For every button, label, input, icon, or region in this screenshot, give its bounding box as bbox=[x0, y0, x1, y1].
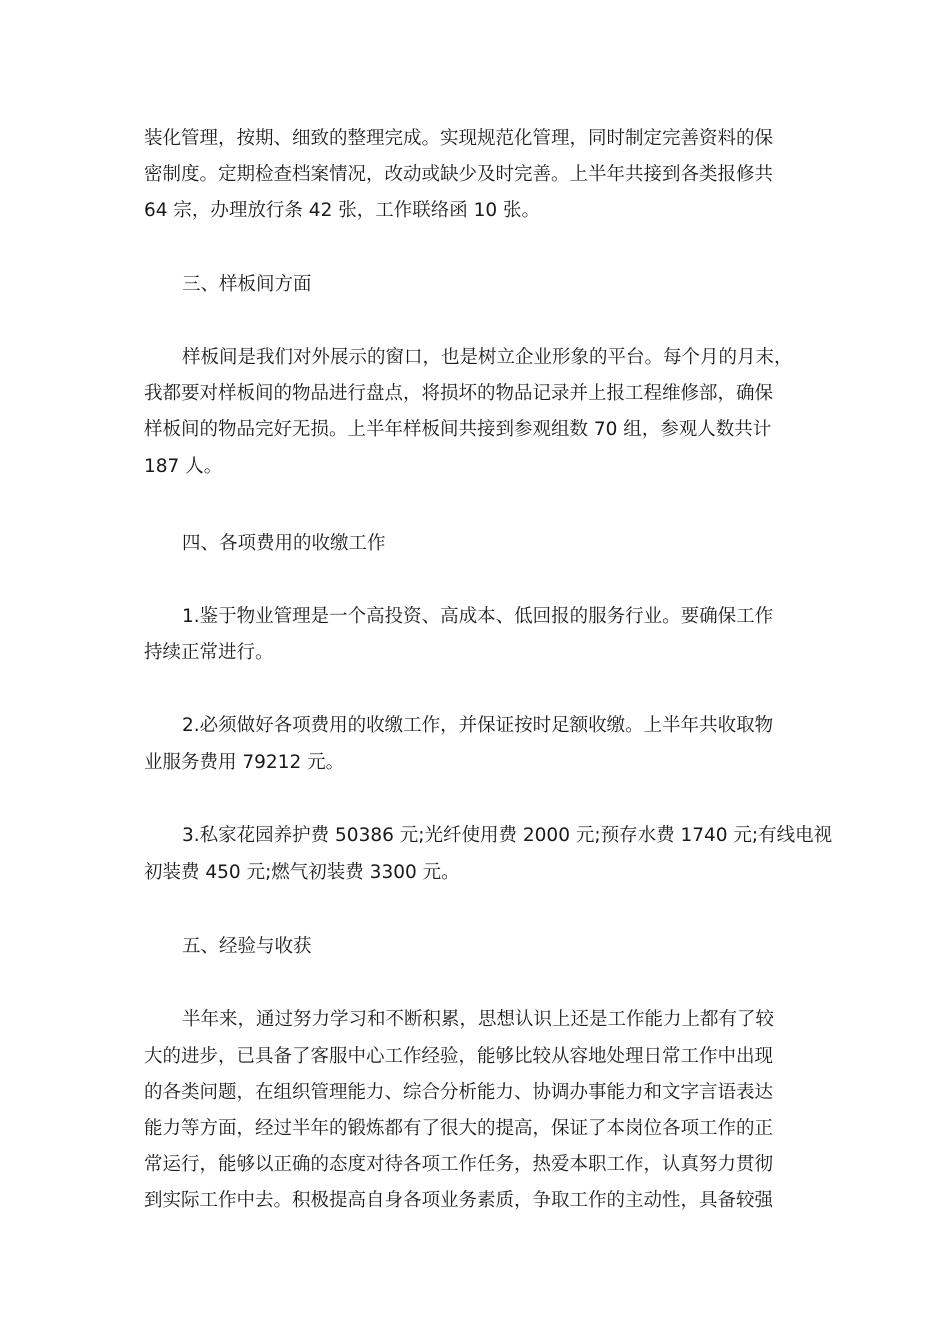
para1-line-3: 64 宗，办理放行条 42 张，工作联络函 10 张。 bbox=[144, 200, 541, 221]
item1-line-2: 持续正常进行。 bbox=[144, 642, 274, 663]
para3-line-6: 到实际工作中去。积极提高自身各项业务素质，争取工作的主动性，具备较强 bbox=[144, 1190, 774, 1211]
para3-line-1: 半年来，通过努力学习和不断积累，思想认识上还是工作能力上都有了较 bbox=[182, 1009, 775, 1030]
item3-line-1: 3.私家花园养护费 50386 元;光纤使用费 2000 元;预存水费 1740 元;有线电视 bbox=[182, 825, 833, 846]
para2-line-4: 187 人。 bbox=[144, 456, 223, 477]
section-heading-5: 五、经验与收获 bbox=[182, 936, 312, 957]
item3-line-2: 初装费 450 元;燃气初装费 3300 元。 bbox=[144, 862, 460, 883]
para1-line-2: 密制度。定期检查档案情况，改动或缺少及时完善。上半年共接到各类报修共 bbox=[144, 164, 774, 185]
para3-line-3: 的各类问题，在组织管理能力、综合分析能力、协调办事能力和文字言语表达 bbox=[144, 1082, 774, 1103]
item1-line-1: 1.鉴于物业管理是一个高投资、高成本、低回报的服务行业。要确保工作 bbox=[182, 606, 774, 627]
para3-line-4: 能力等方面，经过半年的锻炼都有了很大的提高，保证了本岗位各项工作的正 bbox=[144, 1118, 774, 1139]
para2-line-1: 样板间是我们对外展示的窗口，也是树立企业形象的平台。每个月的月末， bbox=[182, 347, 793, 368]
para2-line-2: 我都要对样板间的物品进行盘点，将损坏的物品记录并上报工程维修部，确保 bbox=[144, 383, 774, 404]
para1-line-1: 装化管理，按期、细致的整理完成。实现规范化管理，同时制定完善资料的保 bbox=[144, 128, 774, 149]
section-heading-3: 三、样板间方面 bbox=[182, 274, 312, 295]
para3-line-5: 常运行，能够以正确的态度对待各项工作任务，热爱本职工作，认真努力贯彻 bbox=[144, 1154, 774, 1175]
item2-line-1: 2.必须做好各项费用的收缴工作，并保证按时足额收缴。上半年共收取物 bbox=[182, 715, 774, 736]
section-heading-4: 四、各项费用的收缴工作 bbox=[182, 533, 386, 554]
item2-line-2: 业服务费用 79212 元。 bbox=[144, 752, 345, 773]
para3-line-2: 大的进步，已具备了客服中心工作经验，能够比较从容地处理日常工作中出现 bbox=[144, 1046, 774, 1067]
para2-line-3: 样板间的物品完好无损。上半年样板间共接到参观组数 70 组，参观人数共计 bbox=[144, 419, 772, 440]
